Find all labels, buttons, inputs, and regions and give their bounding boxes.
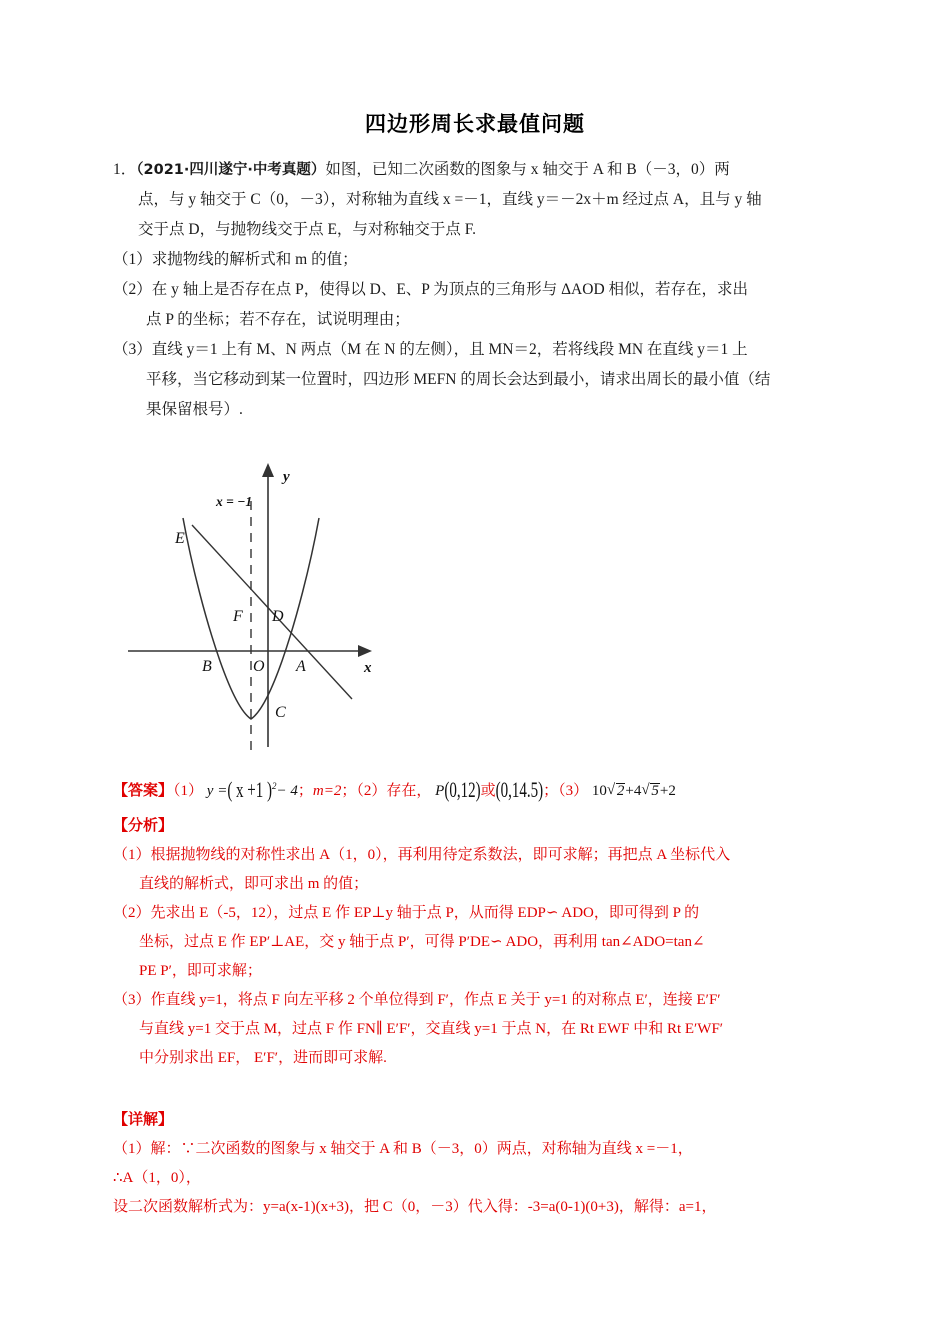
analysis-2-label: （2） — [113, 905, 151, 921]
question-source: （2021·四川遂宁·中考真题） — [136, 162, 326, 178]
question-line-3: 交于点 D，与抛物线交于点 E，与对称轴交于点 F. — [138, 221, 477, 238]
answer-block — [113, 772, 873, 806]
answer-part3-plus-1: +4 — [625, 783, 642, 799]
analysis-3-line-2: 与直线 y=1 交于点 M，过点 F 作 FN∥ E′F′，交直线 y=1 于点 N，在 Rt EWF 中和 Rt E′WF′ — [139, 1021, 724, 1037]
answer-sep-3: ； — [543, 783, 559, 799]
answer-P-value-2: (0,14.5) — [495, 778, 544, 803]
subpart-2-line-1 — [113, 275, 843, 305]
point-label-F: F — [233, 608, 243, 625]
question-line-1 — [113, 155, 843, 185]
subpart-1-label: （1） — [113, 251, 152, 268]
answer-part3-radical-2: √ 5 — [641, 777, 660, 806]
subpart-1-line-1 — [113, 245, 843, 275]
answer-or: 或 — [480, 783, 496, 799]
subpart-3-line-2: 平移，当它移动到某一位置时，四边形 MEFN 的周长会达到最小，请求出周长的最小值（结 — [146, 371, 771, 388]
answer-part1-paren: ( x +1 ) — [227, 778, 273, 803]
point-label-B: B — [202, 658, 212, 675]
answer-part3-label: （3） — [558, 783, 589, 799]
answer-part1-lhs: y = — [206, 783, 228, 799]
question-number: 1． — [113, 161, 137, 178]
x-axis — [128, 645, 372, 657]
point-label-E: E — [175, 530, 185, 547]
analysis-3-label: （3） — [113, 992, 151, 1008]
point-label-C: C — [275, 704, 286, 721]
answer-part3-radical-1: √ 2 — [607, 777, 626, 806]
answer-point-P: P — [435, 783, 445, 799]
subpart-3-line-3: 果保留根号）. — [146, 401, 243, 418]
analysis-1-text-1: 根据抛物线的对称性求出 A（1，0），再利用待定系数法，即可求解；再把点 A 坐标代入 — [150, 847, 731, 863]
subpart-3-line-1 — [113, 335, 843, 365]
answer-sep-2: ； — [341, 783, 357, 799]
point-label-A: A — [296, 658, 306, 675]
page-title: 四边形周长求最值问题 — [365, 112, 585, 136]
answer-part1-label: （1） — [173, 783, 204, 799]
detail-block — [113, 1106, 873, 1222]
answer-sep-1: ； — [297, 783, 313, 799]
answer-part1-rest: − 4 — [276, 783, 298, 799]
coordinate-graph-figure — [120, 455, 420, 765]
subpart-3-label: （3） — [113, 341, 152, 358]
point-label-O: O — [253, 658, 265, 675]
analysis-block — [113, 812, 873, 1073]
point-label-D: D — [272, 608, 284, 625]
analysis-1-label: （1） — [113, 847, 151, 863]
detail-line-1: （1）解：∵二次函数的图象与 x 轴交于 A 和 B（－3，0）两点，对称轴为直线 x =－1， — [113, 1141, 693, 1157]
detail-line-3: 设二次函数解析式为：y=a(x-1)(x+3)，把 C（0，－3）代入得：-3=a(0-1)(0+3)，解得：a=1， — [113, 1199, 717, 1215]
analysis-header: 【分析】 — [113, 818, 174, 834]
analysis-1-line-1 — [113, 841, 873, 870]
answer-m-value: m=2 — [312, 783, 342, 799]
answer-line — [113, 772, 873, 806]
analysis-1-line-2: 直线的解析式，即可求出 m 的值； — [139, 876, 369, 892]
question-body-1: 如图，已知二次函数的图象与 x 轴交于 A 和 B（－3，0）两 — [325, 161, 730, 178]
axis-x-label: x — [364, 660, 372, 676]
question-block — [113, 155, 843, 425]
analysis-2-line-2: 坐标，过点 E 作 EP′⊥AE，交 y 轴于点 P′，可得 P′DE∽ ADO，再利用 tan∠ADO=tan∠ — [139, 934, 705, 950]
answer-part3-plus-2: +2 — [659, 783, 676, 799]
analysis-3-line-1 — [113, 986, 873, 1015]
analysis-3-text-1: 作直线 y=1，将点 F 向左平移 2 个单位得到 F′，作点 E 关于 y=1 的对称点 E′，连接 E′F′ — [150, 992, 721, 1008]
subpart-2-line-2: 点 P 的坐标；若不存在，试说明理由； — [146, 311, 410, 328]
symmetry-axis-label: x = −1 — [216, 494, 253, 509]
answer-part1-exponent: 2 — [272, 781, 277, 791]
question-line-2: 点，与 y 轴交于 C（0，－3），对称轴为直线 x =－1，直线 y＝－2x＋m 经过点 A，且与 y 轴 — [138, 191, 762, 208]
answer-part2-text: 存在， — [386, 783, 432, 799]
analysis-2-text-1: 先求出 E（-5，12），过点 E 作 EP⊥y 轴于点 P，从而得 EDP∽ ADO，即可得到 P 的 — [150, 905, 700, 921]
detail-line-2: ∴A（1，0）， — [113, 1170, 201, 1186]
subpart-3-text-1: 直线 y＝1 上有 M、N 两点（M 在 N 的左侧），且 MN＝2，若将线段 MN 在直线 y＝1 上 — [151, 341, 748, 358]
answer-part2-label: （2） — [356, 783, 387, 799]
subpart-1-text: 求抛物线的解析式和 m 的值； — [151, 251, 358, 268]
analysis-3-line-3: 中分别求出 EF， E′F′，进而即可求解. — [139, 1050, 387, 1066]
analysis-2-line-3: PE P′，即可求解； — [139, 963, 262, 979]
subpart-2-text-1: 在 y 轴上是否存在点 P，使得以 D、E、P 为顶点的三角形与 ΔAOD 相似，若存在，求出 — [151, 281, 749, 298]
subpart-2-label: （2） — [113, 281, 152, 298]
answer-part3-coef-1: 10 — [591, 783, 607, 799]
detail-header: 【详解】 — [113, 1112, 174, 1128]
answer-header: 【答案】 — [113, 783, 174, 799]
axis-y-label: y — [283, 469, 290, 485]
analysis-2-line-1 — [113, 899, 873, 928]
answer-P-value-1: (0,12) — [444, 778, 481, 803]
